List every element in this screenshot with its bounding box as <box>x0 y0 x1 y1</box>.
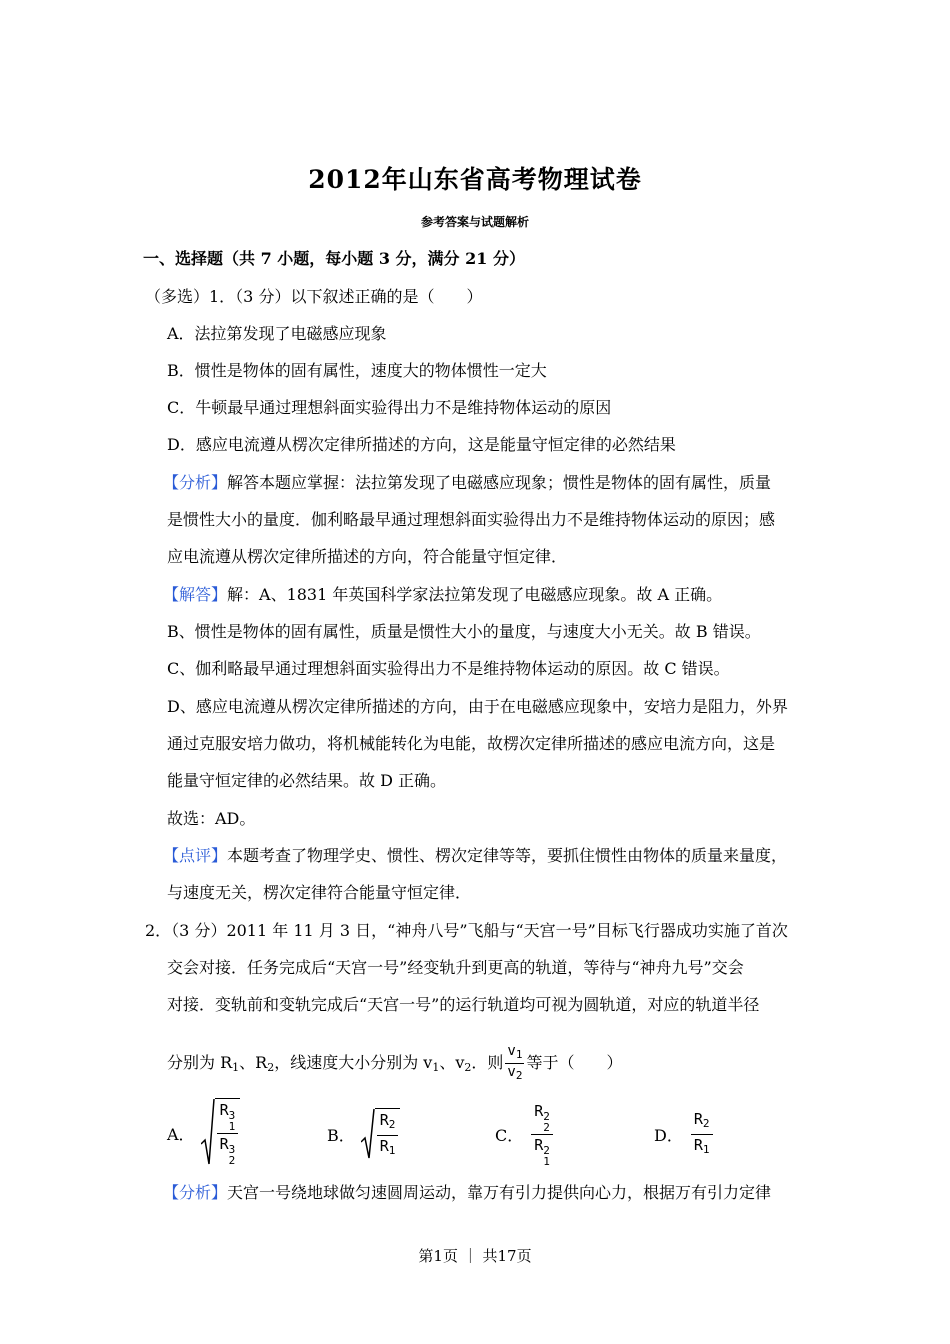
analysis-tag: 【分析】 <box>163 473 228 492</box>
question-2-option-d: D． $R_2$ $R_1$ <box>654 1110 713 1159</box>
analysis-text: 天宫一号绕地球做匀速圆周运动，靠万有引力提供向心力，根据万有引力定律 <box>227 1183 772 1202</box>
question-1-option-c: C．牛顿最早通过理想斜面实验得出力不是维持物体运动的原因 <box>167 398 612 417</box>
analysis-text: 是惯性大小的量度．伽利略最早通过理想斜面实验得出力不是维持物体运动的原因；感 <box>167 510 776 529</box>
option-c-fraction: R 2 2 R 2 1 <box>531 1102 553 1167</box>
question-1-stem: （多选）1．（3 分）以下叙述正确的是（ ） <box>145 287 483 306</box>
question-2-analysis <box>163 1182 771 1204</box>
answer-text: C、伽利略最早通过理想斜面实验得出力不是维持物体运动的原因。故 C 错误。 <box>167 659 730 678</box>
question-2-option-a: A． R 3 1 R 3 2 <box>167 1098 240 1168</box>
answer-text: 通过克服安培力做功，将机械能转化为电能，故楞次定律所描述的感应电流方向，这是 <box>167 734 776 753</box>
question-1-option-a: A．法拉第发现了电磁感应现象 <box>167 324 387 343</box>
page-title: 2012年山东省高考物理试卷 <box>308 165 642 194</box>
question-2-stem: 交会对接．任务完成后“天宫一号”经变轨升到更高的轨道，等待与“神舟九号”交会 <box>167 958 744 977</box>
page-subtitle: 参考答案与试题解析 <box>420 215 529 229</box>
option-a-fraction: R 3 1 R 3 2 <box>217 1101 239 1166</box>
comment-text: 与速度无关，楞次定律符合能量守恒定律． <box>167 883 472 902</box>
question-2-option-b: B． $\frac{R_2}{R_1}$ <box>327 1108 400 1160</box>
question-1-option-b: B．惯性是物体的固有属性，速度大的物体惯性一定大 <box>167 361 547 380</box>
velocity-ratio-fraction: $\frac{v_1}{v_2}$ <box>507 1043 523 1082</box>
answer-choice: 故选：AD。 <box>167 809 256 828</box>
question-1-answer <box>163 584 722 606</box>
answer-text: 解：A、1831 年英国科学家法拉第发现了电磁感应现象。故 A 正确。 <box>227 585 723 604</box>
analysis-tag: 【分析】 <box>163 1183 228 1202</box>
question-2-option-c: C． R 2 2 R 2 1 <box>495 1102 553 1167</box>
comment-tag: 【点评】 <box>163 846 228 865</box>
answer-tag: 【解答】 <box>163 585 228 604</box>
question-2-stem: 对接．变轨前和变轨完成后“天宫一号”的运行轨道均可视为圆轨道，对应的轨道半径 <box>167 995 760 1014</box>
section-heading: 一、选择题（共 7 小题，每小题 3 分，满分 21 分） <box>143 249 525 268</box>
sqrt-symbol <box>361 1108 401 1160</box>
question-2-stem-formula: 分别为 $R_1$、$R_2$，线速度大小分别为 $v_1$、$v_2$．则 $\frac{v_1}{v_2}$ 等于（ ） <box>167 1043 623 1082</box>
answer-text: D、感应电流遵从楞次定律所描述的方向，由于在电磁感应现象中，安培力是阻力，外界 <box>167 697 788 716</box>
question-1-option-d: D．感应电流遵从楞次定律所描述的方向，这是能量守恒定律的必然结果 <box>167 435 676 454</box>
answer-text: B、惯性是物体的固有属性，质量是惯性大小的量度，与速度大小无关。故 B 错误。 <box>167 622 761 641</box>
sqrt-symbol <box>201 1098 241 1168</box>
question-1-analysis <box>163 472 771 494</box>
analysis-text: 解答本题应掌握：法拉第发现了电磁感应现象；惯性是物体的固有属性，质量 <box>227 473 772 492</box>
question-1-comment <box>163 845 787 867</box>
analysis-text: 应电流遵从楞次定律所描述的方向，符合能量守恒定律． <box>167 547 568 566</box>
page-footer: 第1页 ｜ 共17页 <box>418 1247 532 1265</box>
option-d-fraction: $R_2$ $R_1$ <box>691 1110 713 1159</box>
answer-text: 能量守恒定律的必然结果。故 D 正确。 <box>167 771 447 790</box>
question-2-stem: 2．（3 分）2011 年 11 月 3 日，“神舟八号”飞船与“天宫一号”目标飞行器成功实施了首次 <box>145 921 788 940</box>
option-b-fraction: $\frac{R_2}{R_1}$ <box>377 1111 399 1160</box>
comment-text: 本题考查了物理学史、惯性、楞次定律等等，要抓住惯性由物体的质量来量度， <box>227 846 788 865</box>
